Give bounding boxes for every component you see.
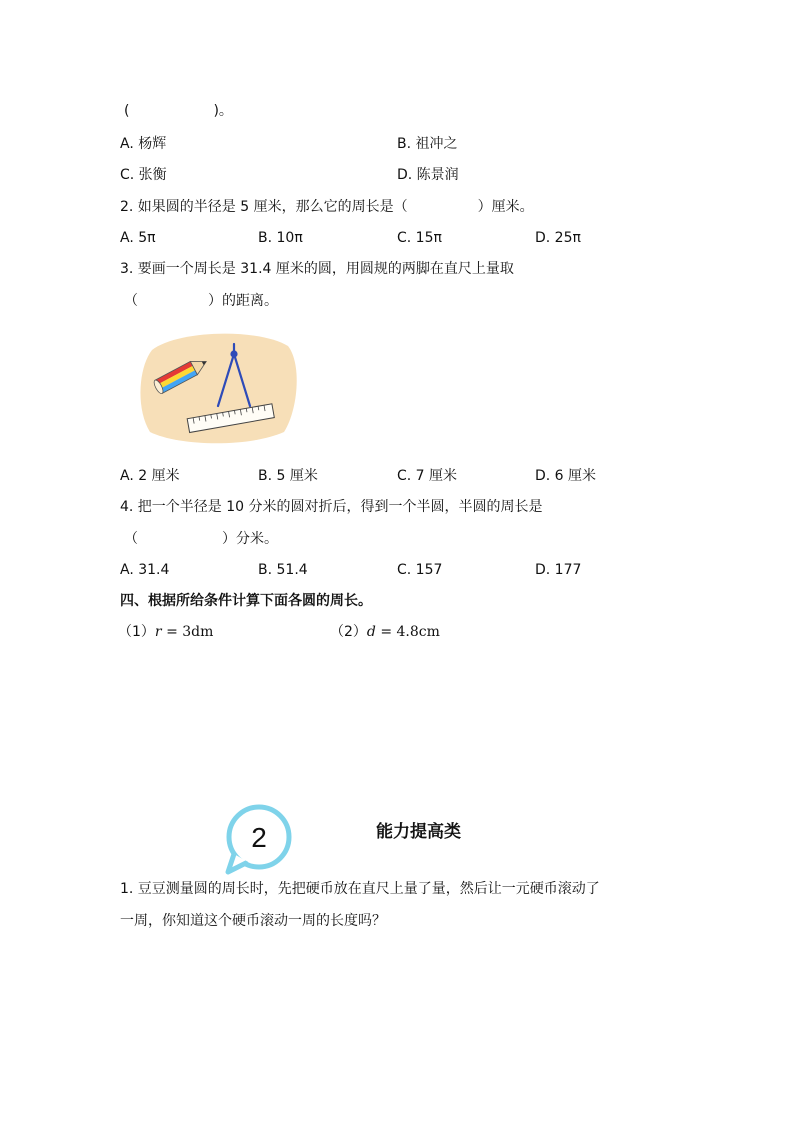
q1-option-d[interactable]: D. 陈景润	[397, 167, 459, 183]
q1-option-c[interactable]: C. 张衡	[120, 167, 167, 183]
q3-option-b[interactable]: B. 5 厘米	[258, 468, 318, 484]
radius-variable: r	[154, 624, 162, 640]
advanced-section-title: 能力提高类	[376, 822, 461, 842]
diameter-variable: d	[366, 624, 376, 640]
item-1-number: （1）	[118, 624, 155, 640]
q4-stem-blank[interactable]: （ ）分米。	[124, 531, 278, 547]
q4-option-c[interactable]: C. 157	[397, 562, 443, 578]
q2-option-b[interactable]: B. 10π	[258, 230, 303, 246]
compass-ruler-pencil-illustration	[138, 328, 298, 446]
section-4-heading: 四、根据所给条件计算下面各圆的周长。	[120, 593, 372, 609]
q2-option-c[interactable]: C. 15π	[397, 230, 442, 246]
q4-option-a[interactable]: A. 31.4	[120, 562, 170, 578]
q3-stem: 3. 要画一个周长是 31.4 厘米的圆，用圆规的两脚在直尺上量取	[120, 261, 514, 277]
q1-option-b[interactable]: B. 祖冲之	[397, 136, 458, 152]
q1-answer-blank[interactable]: ( )。	[124, 103, 233, 119]
q3-option-c[interactable]: C. 7 厘米	[397, 468, 458, 484]
q4-stem: 4. 把一个半径是 10 分米的圆对折后，得到一个半圆，半圆的周长是	[120, 499, 543, 515]
diameter-value: = 4.8cm	[375, 624, 440, 640]
radius-value: = 3dm	[161, 624, 214, 640]
advanced-q1-line-2: 一周，你知道这个硬币滚动一周的长度吗？	[120, 913, 386, 929]
q4-option-d[interactable]: D. 177	[535, 562, 582, 578]
q1-option-a[interactable]: A. 杨辉	[120, 136, 167, 152]
badge-number: 2	[251, 822, 267, 853]
q4-option-b[interactable]: B. 51.4	[258, 562, 308, 578]
section-4-item-2	[330, 623, 440, 641]
item-2-number: （2）	[330, 624, 367, 640]
q2-option-d[interactable]: D. 25π	[535, 230, 581, 246]
section-4-item-1	[118, 623, 213, 641]
section-number-badge	[222, 802, 296, 876]
q3-option-a[interactable]: A. 2 厘米	[120, 468, 180, 484]
q2-stem: 2. 如果圆的半径是 5 厘米，那么它的周长是（ ）厘米。	[120, 199, 534, 215]
advanced-q1-line-1: 1. 豆豆测量圆的周长时，先把硬币放在直尺上量了量，然后让一元硬币滚动了	[120, 881, 600, 897]
q2-option-a[interactable]: A. 5π	[120, 230, 156, 246]
q3-stem-blank[interactable]: （ ）的距离。	[124, 293, 278, 309]
q3-option-d[interactable]: D. 6 厘米	[535, 468, 597, 484]
